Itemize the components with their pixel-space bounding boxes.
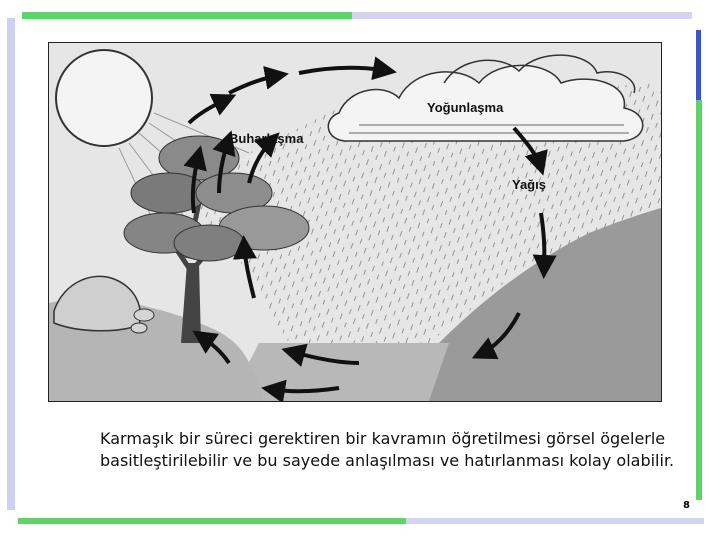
water-cycle-illustration xyxy=(49,43,661,401)
right-blue-bar xyxy=(696,30,701,100)
bottom-green-bar xyxy=(18,518,406,524)
label-precipitation: Yağış xyxy=(512,177,546,192)
lake xyxy=(229,343,449,401)
bottom-lavender-bar xyxy=(406,518,704,524)
top-lavender-bar xyxy=(352,12,692,19)
top-green-bar xyxy=(22,12,352,19)
sun xyxy=(56,50,152,146)
label-condensation: Yoğunlaşma xyxy=(427,100,504,115)
right-green-bar xyxy=(696,100,702,500)
left-lavender-bar xyxy=(7,18,15,510)
water-cycle-diagram xyxy=(48,42,662,402)
label-evaporation: Buharlaşma xyxy=(229,131,304,146)
slide-caption: Karmaşık bir süreci gerektiren bir kavramın öğretilmesi görsel ögelerle basitleştirilebilir ve bu sayede anlaşılması ve hatırlanması kolay olabilir. xyxy=(100,429,675,470)
page-number: 8 xyxy=(683,500,690,511)
